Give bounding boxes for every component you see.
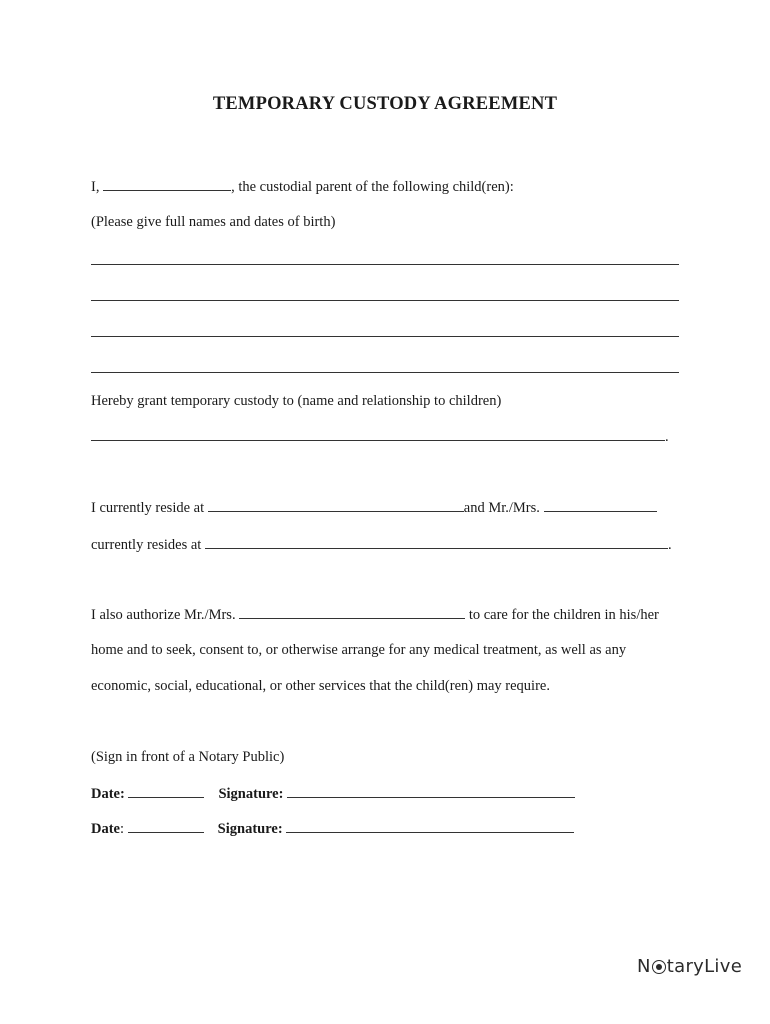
- authorized-person-field[interactable]: [239, 605, 465, 619]
- date-label: Date:: [91, 786, 125, 802]
- instruction-text: (Please give full names and dates of birth): [91, 214, 336, 230]
- authorize-prefix: I also authorize Mr./Mrs.: [91, 607, 240, 623]
- child-line-1[interactable]: [91, 264, 679, 265]
- date-field[interactable]: [128, 784, 204, 798]
- signature-row-1: [91, 784, 575, 803]
- authorize-line-1: [91, 605, 659, 624]
- reside-line: [91, 498, 657, 517]
- authorize-line-2: home and to seek, consent to, or otherwise arrange for any medical treatment, as well as any: [91, 642, 627, 658]
- child-line-4[interactable]: [91, 372, 679, 373]
- notarylive-logo: [637, 953, 742, 979]
- grant-line: [91, 427, 669, 446]
- date-label: Date: [91, 821, 120, 837]
- resides-line: [91, 535, 672, 554]
- authorize-line-3: economic, social, educational, or other services that the child(ren) may require.: [91, 678, 550, 694]
- custodian-address-field[interactable]: [205, 535, 668, 549]
- signature-field[interactable]: [287, 784, 575, 798]
- custodian-name-field-2[interactable]: [544, 498, 657, 512]
- resides-prefix: currently resides at: [91, 537, 205, 553]
- date-field[interactable]: [128, 819, 204, 833]
- reside-prefix: I currently reside at: [91, 500, 208, 516]
- parent-name-field[interactable]: [103, 177, 231, 191]
- intro-prefix: I,: [91, 179, 104, 195]
- signature-label: Signature:: [217, 821, 283, 837]
- logo-text-left: N: [637, 955, 651, 977]
- logo-text-right: taryLive: [666, 955, 743, 977]
- grant-text: Hereby grant temporary custody to (name and relationship to children): [91, 393, 502, 409]
- reside-middle: and Mr./Mrs.: [463, 500, 544, 516]
- custodian-name-field[interactable]: [91, 427, 665, 441]
- signature-label: Signature:: [218, 786, 284, 802]
- signature-field[interactable]: [286, 819, 574, 833]
- child-line-2[interactable]: [91, 300, 679, 301]
- seal-icon: [652, 960, 666, 974]
- authorize-suffix: to care for the children in his/her: [465, 607, 659, 623]
- notary-note: (Sign in front of a Notary Public): [91, 749, 285, 765]
- resides-end: .: [667, 537, 672, 553]
- signature-row-2: [91, 819, 574, 838]
- child-line-3[interactable]: [91, 336, 679, 337]
- intro-line: [91, 177, 514, 196]
- parent-address-field[interactable]: [208, 498, 464, 512]
- page-title: TEMPORARY CUSTODY AGREEMENT: [212, 94, 558, 114]
- grant-end: .: [665, 429, 669, 445]
- date-colon: :: [120, 821, 125, 837]
- intro-suffix: , the custodial parent of the following child(ren):: [231, 179, 514, 195]
